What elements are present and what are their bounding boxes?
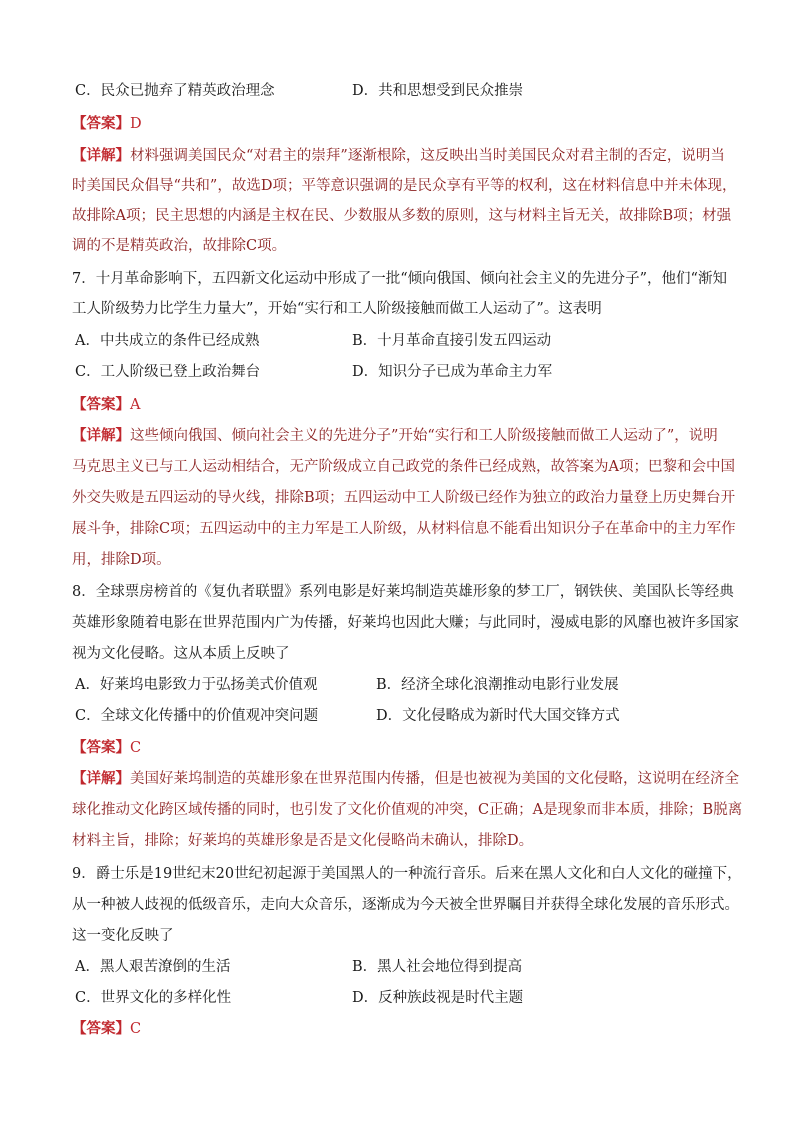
q7-option-d: D．知识分子已成为革命主力军	[352, 364, 553, 380]
q9-answer	[72, 1019, 141, 1039]
q6-answer	[72, 114, 142, 134]
answer-label: 【答案】	[72, 115, 130, 132]
q8-option-b: B．经济全球化浪潮推动电影行业发展	[376, 677, 619, 693]
detail-label: 【详解】	[72, 147, 130, 164]
q8-detail-line-3: 材料主旨，排除；好莱坞的英雄形象是否是文化侵略尚未确认，排除D。	[72, 833, 534, 849]
q6-detail-line-4: 调的不是精英政治，故排除C项。	[72, 238, 287, 254]
answer-value: C	[130, 1021, 142, 1037]
q6-option-d: D．共和思想受到民众推崇	[352, 83, 524, 99]
q8-option-a: A．好莱坞电影致力于弘扬美式价值观	[75, 677, 318, 693]
q7-detail-line-5: 用，排除D项。	[72, 552, 171, 568]
q7-stem-line-1: 7．十月革命影响下，五四新文化运动中形成了一批“倾向俄国、倾向社会主义的先进分子”，他们“渐知	[72, 271, 727, 287]
q7-option-b: B．十月革命直接引发五四运动	[352, 333, 552, 349]
q6-detail-line-1: 【详解】材料强调美国民众“对君主的崇拜”逐渐根除，这反映出当时美国民众对君主制的否定，说明当	[72, 147, 725, 164]
q8-stem-line-2: 英雄形象随着电影在世界范围内广为传播，好莱坞也因此大赚；与此同时，漫威电影的风靡也被许多国家	[72, 615, 739, 631]
q9-option-b: B．黑人社会地位得到提高	[352, 959, 523, 975]
q6-detail-line-3: 故排除A项；民主思想的内涵是主权在民、少数服从多数的原则，这与材料主旨无关，故排除B项；材强	[72, 208, 732, 224]
q7-detail-line-4: 展斗争，排除C项；五四运动中的主力军是工人阶级，从材料信息不能看出知识分子在革命中的主力军作	[72, 521, 736, 537]
q7-detail-line-1: 【详解】这些倾向俄国、倾向社会主义的先进分子”开始“实行和工人阶级接触而做工人运动了”，说明	[72, 427, 718, 444]
q8-option-d: D．文化侵略成为新时代大国交锋方式	[376, 708, 620, 724]
q7-option-a: A．中共成立的条件已经成熟	[75, 333, 260, 349]
q8-detail-line-1: 【详解】美国好莱坞制造的英雄形象在世界范围内传播，但是也被视为美国的文化侵略，这说明在经济全	[72, 770, 739, 787]
q7-detail-line-3: 外交失败是五四运动的导火线，排除B项；五四运动中工人阶级已经作为独立的政治力量登上历史舞台开	[72, 490, 736, 506]
q9-stem-line-2: 从一种被人歧视的低级音乐，走向大众音乐，逐渐成为今天被全世界瞩目并获得全球化发展的音乐形式。	[72, 897, 739, 913]
q8-answer	[72, 738, 141, 758]
q7-option-c: C．工人阶级已登上政治舞台	[75, 364, 261, 380]
q9-option-a: A．黑人艰苦潦倒的生活	[75, 959, 231, 975]
answer-value: C	[130, 740, 142, 756]
q9-stem-line-1: 9．爵士乐是19世纪末20世纪初起源于美国黑人的一种流行音乐。后来在黑人文化和白人文化的碰撞下，	[72, 866, 742, 882]
q9-option-d: D．反种族歧视是时代主题	[352, 990, 524, 1006]
answer-label: 【答案】	[72, 396, 130, 413]
q7-detail-line-2: 马克思主义已与工人运动相结合，无产阶级成立自己政党的条件已经成熟，故答案为A项；巴黎和会中国	[72, 459, 735, 475]
q9-stem-line-3: 这一变化反映了	[72, 928, 174, 944]
q8-stem-line-3: 视为文化侵略。这从本质上反映了	[72, 646, 290, 662]
answer-label: 【答案】	[72, 739, 130, 756]
q7-stem-line-2: 工人阶级势力比学生力量大”，开始“实行和工人阶级接触而做工人运动了”。这表明	[72, 301, 602, 317]
q6-option-c: C．民众已抛弃了精英政治理念	[75, 83, 275, 99]
q6-detail-line-2: 时美国民众倡导“共和”，故选D项；平等意识强调的是民众享有平等的权利，这在材料信息中并未体现，	[72, 178, 737, 194]
answer-value: D	[130, 116, 142, 132]
detail-label: 【详解】	[72, 427, 130, 444]
q8-stem-line-1: 8．全球票房榜首的《复仇者联盟》系列电影是好莱坞制造英雄形象的梦工厂，钢铁侠、美国队长等经典	[72, 584, 734, 600]
q7-answer	[72, 395, 140, 415]
q8-detail-line-2: 球化推动文化跨区域传播的同时，也引发了文化价值观的冲突，C正确；A是现象而非本质，排除；B脱离	[72, 802, 743, 818]
q9-option-c: C．世界文化的多样化性	[75, 990, 232, 1006]
detail-label: 【详解】	[72, 770, 130, 787]
q8-option-c: C．全球文化传播中的价值观冲突问题	[75, 708, 319, 724]
answer-value: A	[130, 397, 141, 413]
answer-label: 【答案】	[72, 1020, 130, 1037]
